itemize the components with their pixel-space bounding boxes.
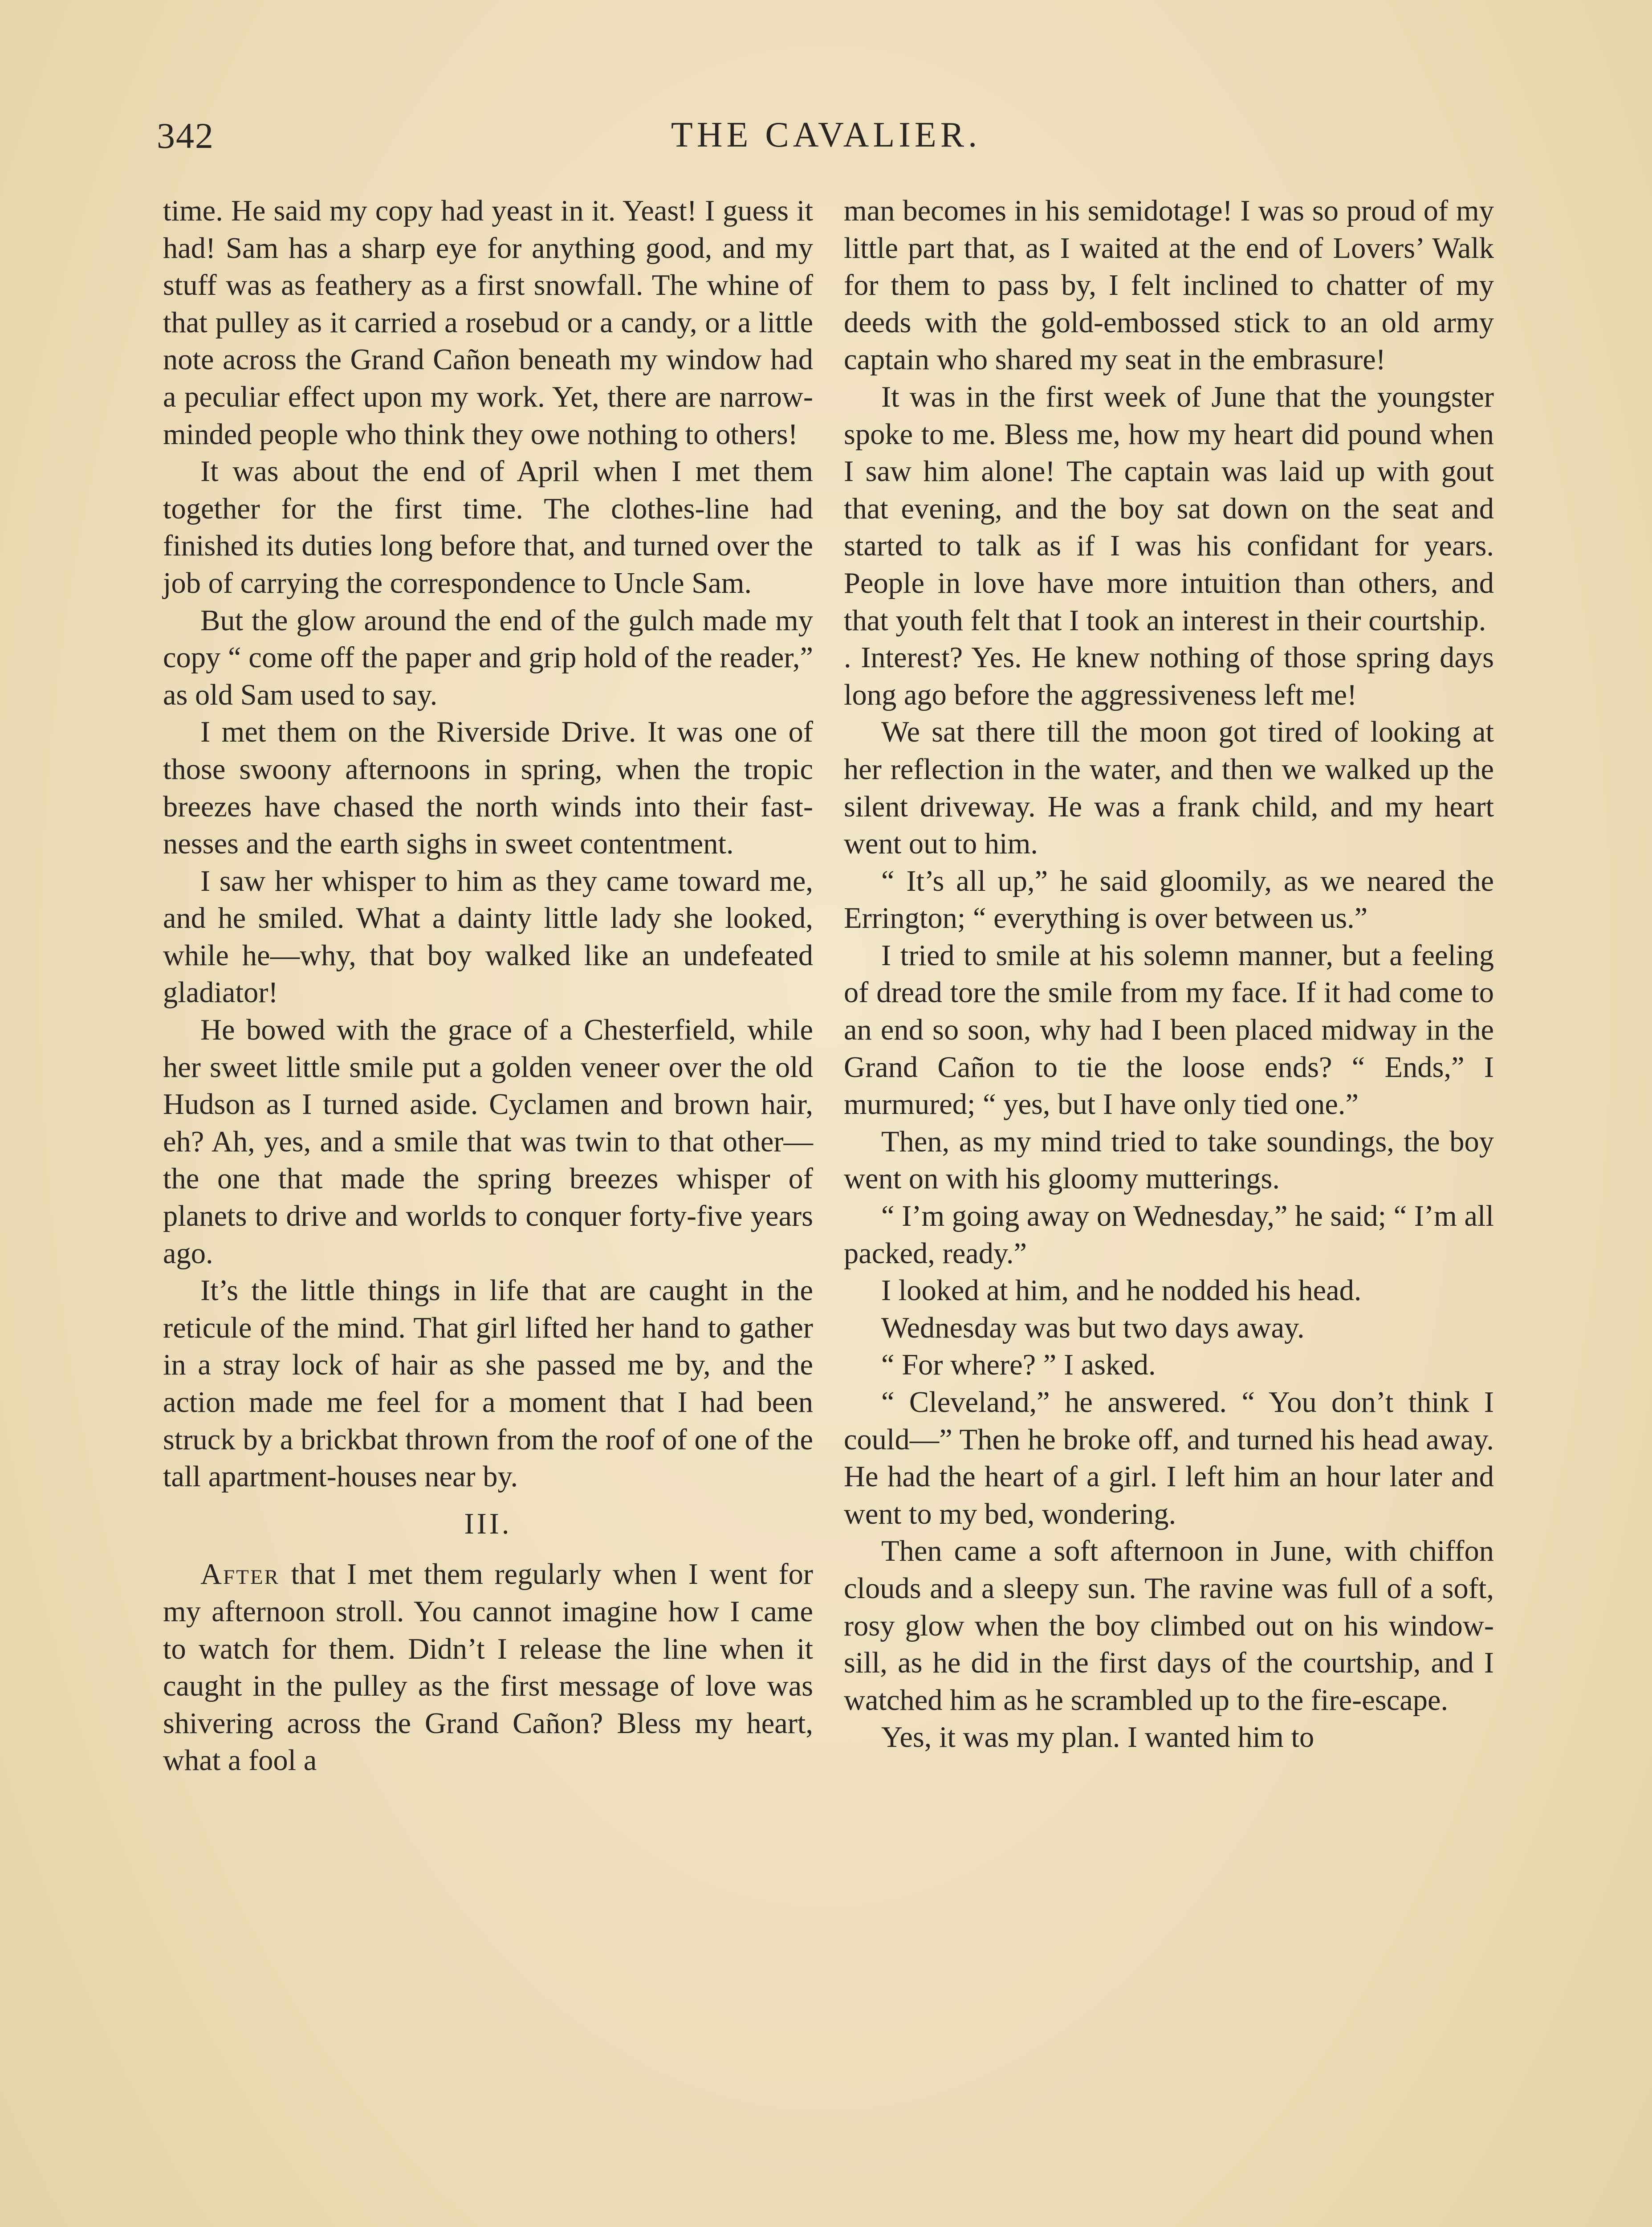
- paragraph: Yes, it was my plan. I wanted him to: [881, 1721, 1314, 1754]
- paragraph: Then, as my mind tried to take soundings, the boy went on with his gloomy mutterings.: [844, 1125, 1494, 1195]
- paragraph: It was in the first week of June that the youngster spoke to me. Bless me, how my heart did pound when I saw him alone! The captain was laid up with gout that evening, and the boy sat down on the seat and started to talk as if I was his confidant for years. People in love have more intuition than others, and that youth felt that I took an interest in their courtship.: [844, 380, 1494, 637]
- page-number: 342: [157, 115, 214, 156]
- paragraph: Then came a soft afternoon in June, with chiffon clouds and a sleepy sun. The ravine was full of a soft, rosy glow when the boy climbed out on his window-sill, as he did in the first days of the courtship, and I watched him as he scrambled up to the fire-escape.: [844, 1535, 1494, 1717]
- paragraph: time. He said my copy had yeast in it. Yeast! I guess it had! Sam has a sharp eye for anything good, and my stuff was as feathery as a first snowfall. The whine of that pulley as it carried a rosebud or a candy, or a little note across the Grand Cañon beneath my window had a peculiar effect upon my work. Yet, there are narrow-minded people who think they owe nothing to others!: [163, 195, 813, 451]
- left-column: [163, 192, 813, 1779]
- paragraph: “ Cleveland,” he answered. “ You don’t think I could—” Then he broke off, and turned his head away. He had the heart of a girl. I left him an hour later and went to my bed, wondering.: [844, 1386, 1494, 1530]
- running-title: THE CAVALIER.: [671, 115, 981, 155]
- paragraph: He bowed with the grace of a Chesterfield, while her sweet little smile put a golden veneer over the old Hudson as I turned aside. Cyclamen and brown hair, eh? Ah, yes, and a smile that was twin to that other—the one that made the spring breezes whisper of planets to drive and worlds to conquer forty-five years ago.: [163, 1014, 813, 1270]
- paragraph: “ For where? ” I asked.: [881, 1349, 1156, 1382]
- paragraph: I saw her whisper to him as they came toward me, and he smiled. What a dainty little lady she looked, while he—why, that boy walked like an undefeated gladiator!: [163, 865, 813, 1009]
- paragraph: I tried to smile at his solemn manner, but a feeling of dread tore the smile from my face. If it had come to an end so soon, why had I been placed midway in the Grand Cañon to tie the loose ends? “ Ends,” I murmured; “ yes, but I have only tied one.”: [844, 939, 1494, 1121]
- paragraph: [163, 1556, 813, 1779]
- paragraph: It’s the little things in life that are caught in the reticule of the mind. That girl lifted her hand to gather in a stray lock of hair as she passed me by, and the action made me feel for a moment that I had been struck by a brickbat thrown from the roof of one of the tall apartment-houses near by.: [163, 1274, 813, 1493]
- paragraph: We sat there till the moon got tired of looking at her reflection in the water, and then we walked up the silent driveway. He was a frank child, and my heart went out to him.: [844, 716, 1494, 861]
- paragraph: man becomes in his semidotage! I was so proud of my little part that, as I waited at the end of Lovers’ Walk for them to pass by, I felt inclined to chatter of my deeds with the gold-embossed stick to an old army captain who shared my seat in the embrasure!: [844, 195, 1494, 376]
- paragraph: It was about the end of April when I met them together for the first time. The clothes-line had finished its duties long before that, and turned over the job of carrying the correspondence to Uncle Sam.: [163, 455, 813, 600]
- paragraph: Wednesday was but two days away.: [881, 1311, 1305, 1344]
- paragraph: . Interest? Yes. He knew nothing of those spring days long ago before the aggressiveness left me!: [844, 641, 1494, 711]
- section-heading: III.: [464, 1507, 512, 1540]
- paragraph: But the glow around the end of the gulch made my copy “ come off the paper and grip hold of the reader,” as old Sam used to say.: [163, 604, 813, 711]
- paragraph: I met them on the Riverside Drive. It was one of those swoony afternoons in spring, when the tropic breezes have chased the north winds into their fastnesses and the earth sighs in sweet contentment.: [163, 716, 813, 861]
- paragraph: I looked at him, and he nodded his head.: [881, 1274, 1362, 1307]
- section-lead-word: After: [200, 1558, 280, 1591]
- paragraph: “ It’s all up,” he said gloomily, as we neared the Errington; “ everything is over between us.”: [844, 865, 1494, 935]
- right-column: [844, 192, 1494, 1756]
- paragraph: “ I’m going away on Wednesday,” he said; “ I’m all packed, ready.”: [844, 1200, 1494, 1270]
- section-paragraph-text: that I met them regularly when I went for my afternoon stroll. You cannot imagine how I came to watch for them. Didn’t I release the line when it caught in the pulley as the first message of love was shivering across the Grand Cañon? Bless my heart, what a fool a: [163, 1558, 813, 1777]
